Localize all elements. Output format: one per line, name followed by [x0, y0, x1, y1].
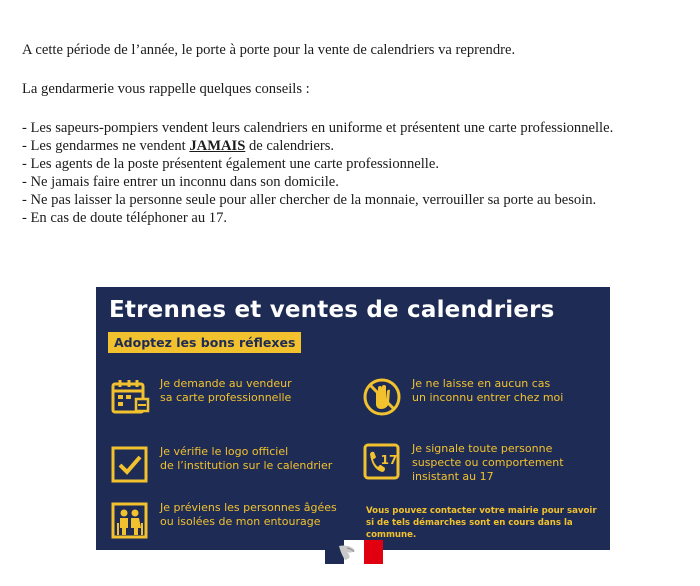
poster-item-stranger — [362, 377, 563, 417]
poster-item-text: Je ne laisse en aucun cas un inconnu entrer chez moi — [412, 377, 564, 404]
prevention-poster — [96, 287, 610, 550]
stop-hand-icon — [362, 377, 402, 417]
phone-17-icon — [362, 442, 402, 482]
poster-item-text: Je signale toute personne suspecte ou comportement insistant au 17 — [412, 442, 564, 483]
jamais-emphasis: JAMAIS — [189, 138, 246, 154]
poster-title: Etrennes et ventes de calendriers — [109, 297, 555, 323]
poster-item-logo — [110, 445, 332, 485]
poster-item-elderly — [110, 501, 337, 541]
checkmark-icon — [110, 445, 150, 485]
republique-francaise-logo — [325, 540, 383, 564]
tip-item: - Les agents de la poste présentent également une carte professionnelle. — [22, 156, 439, 172]
poster-subtitle: Adoptez les bons réflexes — [108, 332, 301, 353]
tip-text: de calendriers. — [245, 138, 335, 154]
elderly-people-icon — [110, 501, 150, 541]
tips-list — [22, 119, 642, 227]
poster-item-card — [110, 377, 292, 417]
poster-item-text: Je préviens les personnes âgées ou isolées de mon entourage — [160, 501, 337, 528]
phone-number-label: 17 — [380, 453, 398, 467]
tip-item: - Ne pas laisser la personne seule pour aller chercher de la monnaie, verrouiller sa porte au besoin. — [22, 192, 597, 208]
tip-item: - Ne jamais faire entrer un inconnu dans son domicile. — [22, 174, 339, 190]
tip-text: - Les gendarmes ne vendent — [22, 138, 190, 154]
calendar-icon — [110, 377, 150, 417]
poster-item-text: Je demande au vendeur sa carte professionnelle — [160, 377, 292, 404]
intro-paragraph: A cette période de l’année, le porte à porte pour la vente de calendriers va reprendre. — [22, 42, 516, 58]
poster-item-text: Je vérifie le logo officiel de l’institution sur le calendrier — [160, 445, 333, 472]
tip-item — [22, 137, 642, 155]
reminder-paragraph: La gendarmerie vous rappelle quelques conseils : — [22, 81, 310, 97]
poster-item-report — [362, 442, 564, 484]
mairie-note: Vous pouvez contacter votre mairie pour savoir si de tels démarches sont en cours dans la commune. — [366, 506, 597, 540]
tip-item: - Les sapeurs-pompiers vendent leurs calendriers en uniforme et présentent une carte professionnelle. — [22, 120, 614, 136]
tip-item: - En cas de doute téléphoner au 17. — [22, 210, 228, 226]
